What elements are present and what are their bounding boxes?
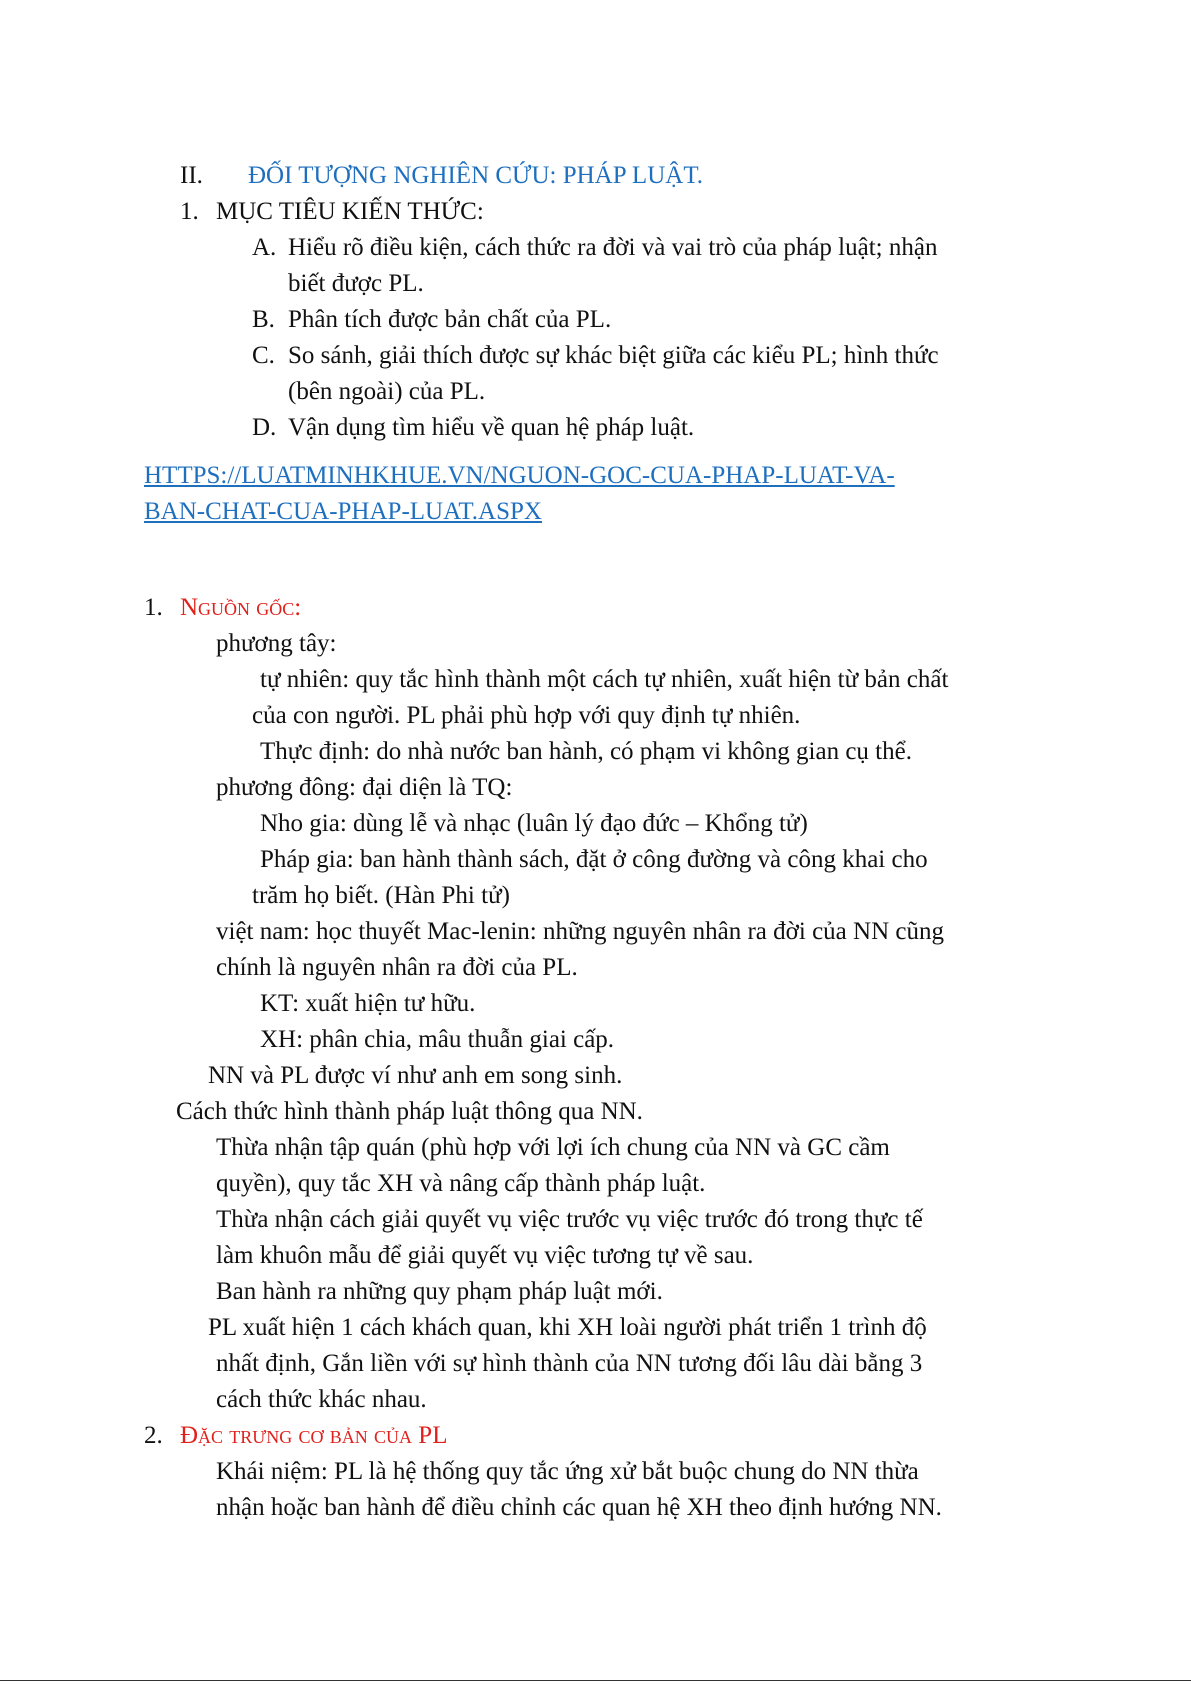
objective-d-line1: Vận dụng tìm hiểu về quan hệ pháp luật.: [288, 414, 695, 441]
west-positive: Thực định: do nhà nước ban hành, có phạm vi không gian cụ thể.: [260, 738, 912, 765]
objective-b-line1: Phân tích được bản chất của PL.: [288, 306, 612, 333]
west-natural-line2: của con người. PL phải phù hợp với quy định tự nhiên.: [252, 702, 801, 729]
features-number: 2.: [144, 1422, 163, 1449]
origin-number: 1.: [144, 594, 163, 621]
formation-heading: Cách thức hình thành pháp luật thông qua NN.: [176, 1098, 643, 1125]
vn-economic: KT: xuất hiện tư hữu.: [260, 990, 476, 1017]
conclusion-line3: cách thức khác nhau.: [216, 1386, 427, 1413]
formation-1-line1: Thừa nhận tập quán (phù hợp với lợi ích chung của NN và GC cầm: [216, 1134, 890, 1161]
west-natural-line1: tự nhiên: quy tắc hình thành một cách tự nhiên, xuất hiện từ bản chất: [260, 666, 949, 693]
objective-c-line1: So sánh, giải thích được sự khác biệt giữa các kiểu PL; hình thức: [288, 342, 939, 369]
conclusion-line1: PL xuất hiện 1 cách khách quan, khi XH loài người phát triển 1 trình độ: [208, 1314, 927, 1341]
origin-heading: Nguồn gốc:: [180, 594, 302, 621]
formation-1-line2: quyền), quy tắc XH và nâng cấp thành pháp luật.: [216, 1170, 706, 1197]
objective-letter-b: B.: [252, 306, 275, 333]
features-heading: Đặc trưng cơ bản của PL: [180, 1422, 448, 1449]
page-bottom-rule: [0, 1680, 1191, 1681]
objective-letter-d: D.: [252, 414, 277, 441]
east-legalist-line2: trăm họ biết. (Hàn Phi tử): [252, 882, 510, 909]
objective-a-line1: Hiểu rõ điều kiện, cách thức ra đời và vai trò của pháp luật; nhận: [288, 234, 938, 261]
formation-3: Ban hành ra những quy phạm pháp luật mới.: [216, 1278, 663, 1305]
east-confucian: Nho gia: dùng lễ và nhạc (luân lý đạo đức – Khổng tử): [260, 810, 808, 837]
source-link-line2[interactable]: BAN-CHAT-CUA-PHAP-LUAT.ASPX: [144, 498, 542, 525]
formation-2-line2: làm khuôn mẫu để giải quyết vụ việc tương tự về sau.: [216, 1242, 754, 1269]
objective-a-line2: biết được PL.: [288, 270, 424, 297]
west-heading: phương tây:: [216, 630, 337, 657]
twins-note: NN và PL được ví như anh em song sinh.: [208, 1062, 623, 1089]
east-legalist-line1: Pháp gia: ban hành thành sách, đặt ở công đường và công khai cho: [260, 846, 928, 873]
objectives-heading: MỤC TIÊU KIẾN THỨC:: [216, 198, 484, 225]
vn-social: XH: phân chia, mâu thuẫn giai cấp.: [260, 1026, 615, 1053]
objective-letter-c: C.: [252, 342, 275, 369]
objective-c-line2: (bên ngoài) của PL.: [288, 378, 486, 405]
source-link-line1[interactable]: HTTPS://LUATMINHKHUE.VN/NGUON-GOC-CUA-PHAP-LUAT-VA-: [144, 462, 895, 489]
east-heading: phương đông: đại diện là TQ:: [216, 774, 513, 801]
objectives-number: 1.: [180, 198, 199, 225]
section-title: ĐỐI TƯỢNG NGHIÊN CỨU: PHÁP LUẬT.: [248, 162, 703, 189]
vietnam-line2: chính là nguyên nhân ra đời của PL.: [216, 954, 578, 981]
objective-letter-a: A.: [252, 234, 277, 261]
conclusion-line2: nhất định, Gắn liền với sự hình thành của NN tương đối lâu dài bằng 3: [216, 1350, 923, 1377]
vietnam-line1: việt nam: học thuyết Mac-lenin: những nguyên nhân ra đời của NN cũng: [216, 918, 944, 945]
section-number: II.: [180, 162, 203, 189]
formation-2-line1: Thừa nhận cách giải quyết vụ việc trước vụ việc trước đó trong thực tế: [216, 1206, 923, 1233]
concept-line2: nhận hoặc ban hành để điều chỉnh các quan hệ XH theo định hướng NN.: [216, 1494, 942, 1521]
concept-line1: Khái niệm: PL là hệ thống quy tắc ứng xử bắt buộc chung do NN thừa: [216, 1458, 919, 1485]
